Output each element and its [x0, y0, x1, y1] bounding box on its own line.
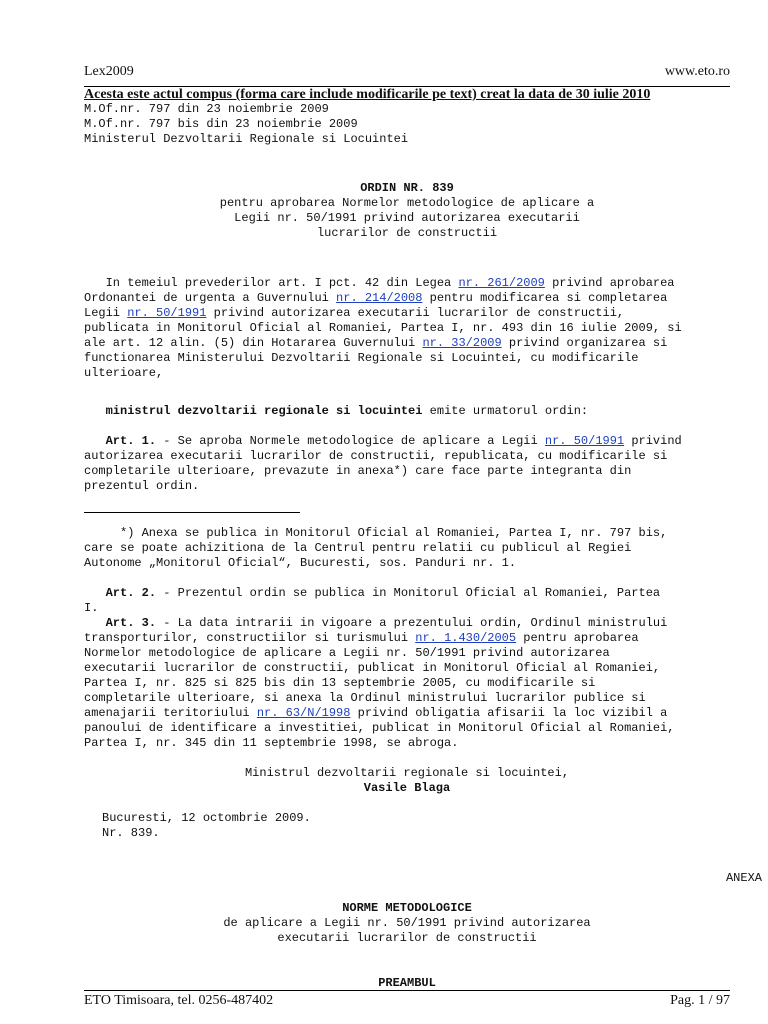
- law-link-63-n-1998[interactable]: nr. 63/N/1998: [256, 706, 351, 720]
- preamble-heading: PREAMBUL: [378, 976, 436, 990]
- law-link-261-2009[interactable]: nr. 261/2009: [458, 276, 545, 290]
- law-link-33-2009[interactable]: nr. 33/2009: [422, 336, 502, 350]
- annex-label: ANEXA: [725, 871, 762, 885]
- signatory-name: Vasile Blaga: [363, 781, 451, 795]
- title-line: lucrarilor de constructii: [316, 226, 498, 240]
- consolidated-version-banner: Acesta este actul compus (forma care include modificarile pe text) creat la data de 30 iulie 2010: [84, 87, 651, 102]
- footer-divider: [84, 990, 730, 991]
- article-3: Art. 3. - La data intrarii in vigoare a prezentului ordin, Ordinul ministrului transporturilor, constructiilor si turismului nr. 1.430/2005 pentru aprobarea Normelor metodologice de aplicare a Legii nr. 50/1991 privind autorizarea executarii lucrarilor de constructii, publicat in Monitorul Oficial al Romaniei, Partea I, nr. 825 si 825 bis din 13 septembrie 2005, cu modificarile si completarile ulterioare, si anexa la Ordinul ministrului lucrarilor publice si amenajarii teritoriului nr. 63/N/1998 privind obligatia afisarii la loc vizibil a panoului de identificare a investitiei, publicat in Monitorul Oficial al Romaniei, Partea I, nr. 345 din 11 septembrie 1998, se abroga.: [84, 616, 675, 750]
- law-link-50-1991[interactable]: nr. 50/1991: [127, 306, 207, 320]
- article-1: Art. 1. - Se aproba Normele metodologice de aplicare a Legii nr. 50/1991 privind autorizarea executarii lucrarilor de constructii, republicata, cu modificarile si completarile ulterioare, prevazute in anexa*) care face parte integranta din prezentul ordin.: [84, 434, 682, 493]
- order-heading: ORDIN NR. 839: [360, 181, 454, 195]
- preamble-paragraph: In temeiul prevederilor art. I pct. 42 din Legea nr. 261/2009 privind aprobarea Ordonantei de urgenta a Guvernului nr. 214/2008 pentru modificarea si completarea Legii nr. 50/1991 privind autorizarea executarii lucrarilor de constructii, publicata in Monitorul Oficial al Romaniei, Partea I, nr. 493 din 16 iulie 2009, si ale art. 12 alin. (5) din Hotararea Guvernului nr. 33/2009 privind organizarea si functionarea Ministerului Dezvoltarii Regionale si Locuintei, cu modificarile ulterioare,: [84, 276, 682, 380]
- header-source: Lex2009: [84, 64, 134, 79]
- meta-line: M.Of.nr. 797 bis din 23 noiembrie 2009: [84, 117, 358, 131]
- order-title: [84, 181, 730, 241]
- footer-contact: ETO Timisoara, tel. 0256-487402: [84, 993, 274, 1008]
- annex-heading: NORME METODOLOGICE: [342, 901, 472, 915]
- article-label: Art. 1.: [105, 434, 157, 448]
- emitter-line: ministrul dezvoltarii regionale si locuintei emite urmatorul ordin:: [105, 404, 589, 418]
- article-label: Art. 2.: [105, 586, 157, 600]
- footnote-separator: [84, 506, 734, 521]
- place-date: Bucuresti, 12 octombrie 2009. Nr. 839.: [102, 811, 311, 840]
- publication-meta: [84, 102, 408, 147]
- document-body: [84, 276, 762, 991]
- article-label: Art. 3.: [105, 616, 157, 630]
- title-line: pentru aprobarea Normelor metodologice de aplicare a: [219, 196, 595, 210]
- footnote: *) Anexa se publica in Monitorul Oficial al Romaniei, Partea I, nr. 797 bis, care se poate achizitiona de la Centrul pentru relatii cu publicul al Regiei Autonome „Monitorul Oficial“, Bucuresti, sos. Panduri nr. 1.: [84, 526, 668, 570]
- title-line: Legii nr. 50/1991 privind autorizarea executarii: [234, 211, 580, 225]
- page-number: Pag. 1 / 97: [670, 993, 730, 1008]
- law-link-214-2008[interactable]: nr. 214/2008: [336, 291, 423, 305]
- header-website: www.eto.ro: [664, 64, 730, 79]
- article-2: Art. 2. - Prezentul ordin se publica in Monitorul Oficial al Romaniei, Partea I.: [84, 586, 661, 615]
- law-link-1430-2005[interactable]: nr. 1.430/2005: [415, 631, 517, 645]
- law-link-50-1991[interactable]: nr. 50/1991: [544, 434, 625, 448]
- signature-block: [84, 766, 730, 796]
- annex-title: NORME METODOLOGICE de aplicare a Legii nr. 50/1991 privind autorizarea executarii lucrarilor de constructii: [84, 901, 730, 946]
- meta-line: M.Of.nr. 797 din 23 noiembrie 2009: [84, 102, 329, 116]
- signatory-role: Ministrul dezvoltarii regionale si locuintei,: [244, 766, 570, 780]
- meta-line: Ministerul Dezvoltarii Regionale si Locuintei: [84, 132, 409, 146]
